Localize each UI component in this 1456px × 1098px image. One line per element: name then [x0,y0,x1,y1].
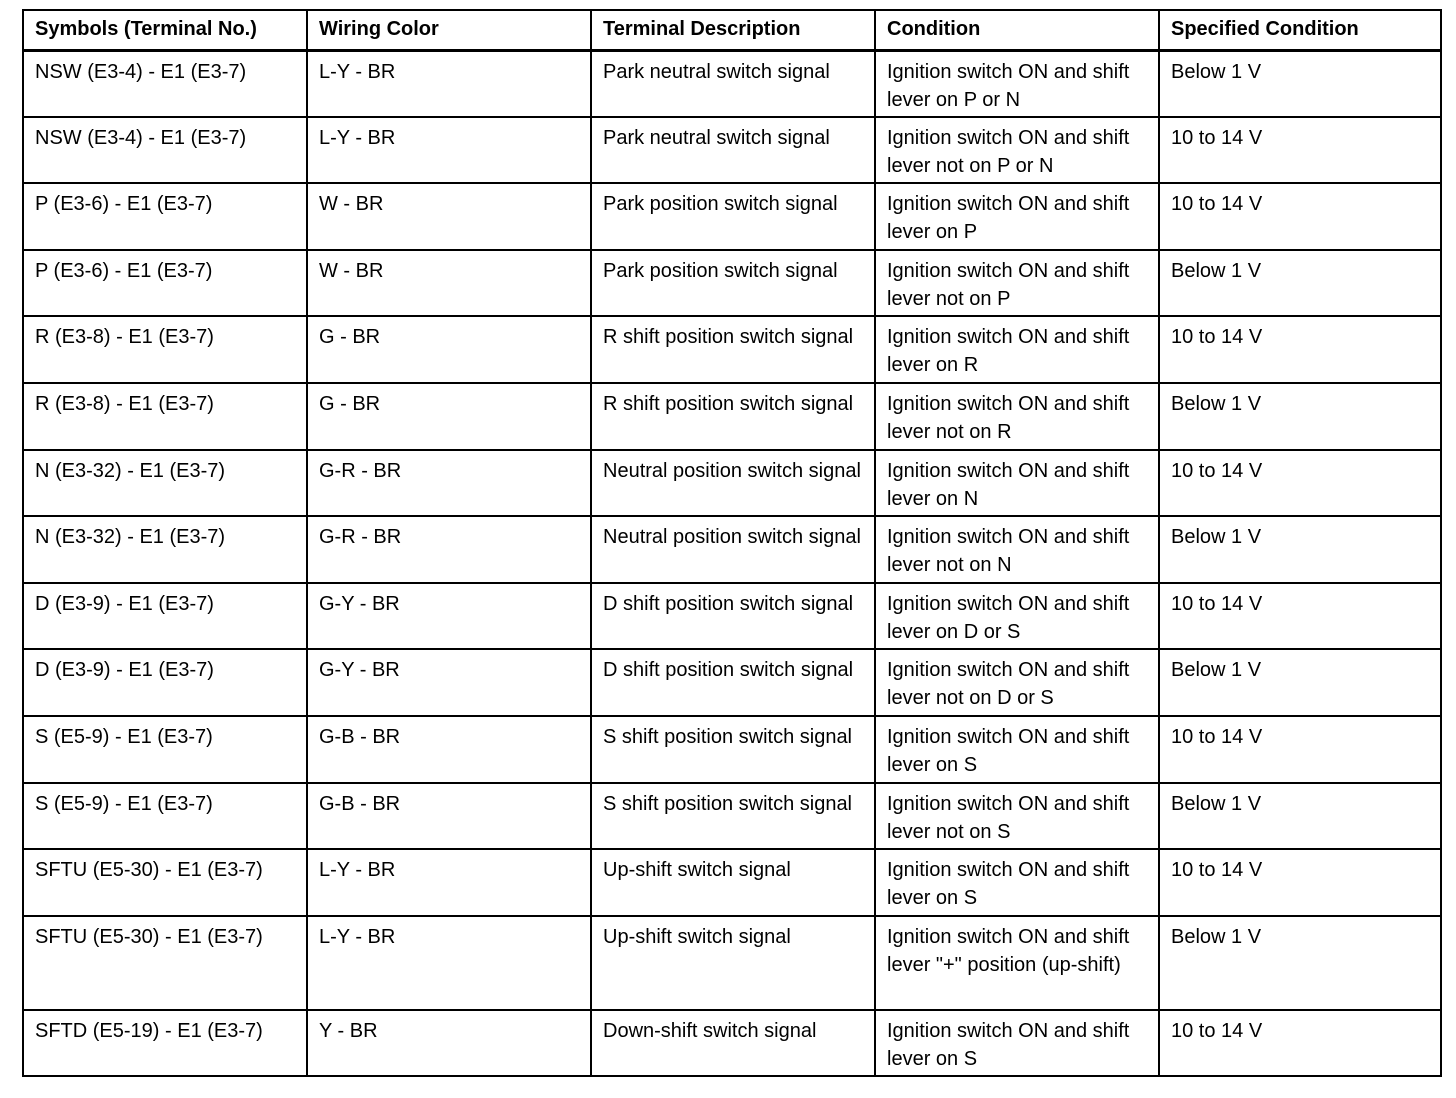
table-row [23,250,1441,317]
cell-specified-condition: 10 to 14 V [1159,583,1441,650]
cell-condition: Ignition switch ON and shift lever not on P or N [875,117,1159,184]
table-row [23,50,1441,117]
cell-terminal-description: Up-shift switch signal [591,849,875,916]
cell-condition: Ignition switch ON and shift lever not on D or S [875,649,1159,716]
cell-wiring-color: G - BR [307,383,591,450]
terminal-spec-sheet [22,9,1440,1077]
cell-condition: Ignition switch ON and shift lever "+" position (up-shift) [875,916,1159,1010]
cell-terminal-description: Neutral position switch signal [591,450,875,517]
cell-symbols: NSW (E3-4) - E1 (E3-7) [23,50,307,117]
cell-symbols: N (E3-32) - E1 (E3-7) [23,516,307,583]
cell-symbols: S (E5-9) - E1 (E3-7) [23,716,307,783]
table-row [23,450,1441,517]
header-condition: Condition [875,10,1159,50]
cell-specified-condition: 10 to 14 V [1159,316,1441,383]
cell-specified-condition: 10 to 14 V [1159,450,1441,517]
cell-symbols: P (E3-6) - E1 (E3-7) [23,250,307,317]
table-row [23,117,1441,184]
cell-terminal-description: Park position switch signal [591,250,875,317]
cell-specified-condition: Below 1 V [1159,516,1441,583]
table-row [23,183,1441,250]
cell-specified-condition: 10 to 14 V [1159,716,1441,783]
table-row [23,716,1441,783]
cell-terminal-description: S shift position switch signal [591,783,875,850]
cell-terminal-description: S shift position switch signal [591,716,875,783]
cell-wiring-color: G-B - BR [307,783,591,850]
cell-condition: Ignition switch ON and shift lever not on N [875,516,1159,583]
cell-condition: Ignition switch ON and shift lever on R [875,316,1159,383]
table-header-row [23,10,1441,50]
cell-wiring-color: W - BR [307,250,591,317]
cell-specified-condition: Below 1 V [1159,250,1441,317]
table-body [23,50,1441,1076]
table-row [23,916,1441,1010]
cell-condition: Ignition switch ON and shift lever on S [875,849,1159,916]
table-row [23,1010,1441,1077]
cell-terminal-description: Park neutral switch signal [591,50,875,117]
cell-terminal-description: R shift position switch signal [591,383,875,450]
header-terminal-description: Terminal Description [591,10,875,50]
cell-specified-condition: Below 1 V [1159,783,1441,850]
cell-terminal-description: Up-shift switch signal [591,916,875,1010]
cell-condition: Ignition switch ON and shift lever on P [875,183,1159,250]
cell-symbols: NSW (E3-4) - E1 (E3-7) [23,117,307,184]
cell-condition: Ignition switch ON and shift lever on N [875,450,1159,517]
cell-terminal-description: D shift position switch signal [591,649,875,716]
cell-condition: Ignition switch ON and shift lever on P or N [875,50,1159,117]
cell-wiring-color: W - BR [307,183,591,250]
cell-wiring-color: G-R - BR [307,450,591,517]
table-row [23,649,1441,716]
cell-wiring-color: L-Y - BR [307,50,591,117]
table-row [23,783,1441,850]
cell-specified-condition: Below 1 V [1159,649,1441,716]
table-row [23,316,1441,383]
cell-condition: Ignition switch ON and shift lever not on R [875,383,1159,450]
cell-wiring-color: G-Y - BR [307,649,591,716]
cell-wiring-color: G-Y - BR [307,583,591,650]
cell-wiring-color: Y - BR [307,1010,591,1077]
header-wiring-color: Wiring Color [307,10,591,50]
cell-symbols: R (E3-8) - E1 (E3-7) [23,316,307,383]
table-row [23,516,1441,583]
cell-symbols: R (E3-8) - E1 (E3-7) [23,383,307,450]
cell-symbols: D (E3-9) - E1 (E3-7) [23,583,307,650]
terminal-spec-table [22,9,1442,1077]
cell-wiring-color: G - BR [307,316,591,383]
cell-symbols: N (E3-32) - E1 (E3-7) [23,450,307,517]
cell-symbols: SFTU (E5-30) - E1 (E3-7) [23,849,307,916]
cell-condition: Ignition switch ON and shift lever on S [875,1010,1159,1077]
cell-specified-condition: 10 to 14 V [1159,117,1441,184]
cell-condition: Ignition switch ON and shift lever on S [875,716,1159,783]
cell-terminal-description: Park position switch signal [591,183,875,250]
cell-condition: Ignition switch ON and shift lever not on P [875,250,1159,317]
cell-wiring-color: L-Y - BR [307,916,591,1010]
cell-symbols: S (E5-9) - E1 (E3-7) [23,783,307,850]
cell-terminal-description: D shift position switch signal [591,583,875,650]
cell-condition: Ignition switch ON and shift lever on D or S [875,583,1159,650]
table-row [23,849,1441,916]
table-row [23,583,1441,650]
cell-specified-condition: Below 1 V [1159,383,1441,450]
cell-wiring-color: L-Y - BR [307,849,591,916]
cell-terminal-description: Down-shift switch signal [591,1010,875,1077]
header-specified-condition: Specified Condition [1159,10,1441,50]
cell-wiring-color: G-R - BR [307,516,591,583]
header-symbols: Symbols (Terminal No.) [23,10,307,50]
cell-specified-condition: 10 to 14 V [1159,849,1441,916]
cell-specified-condition: Below 1 V [1159,916,1441,1010]
table-row [23,383,1441,450]
cell-specified-condition: 10 to 14 V [1159,183,1441,250]
cell-symbols: SFTU (E5-30) - E1 (E3-7) [23,916,307,1010]
cell-terminal-description: Neutral position switch signal [591,516,875,583]
cell-specified-condition: Below 1 V [1159,50,1441,117]
cell-condition: Ignition switch ON and shift lever not on S [875,783,1159,850]
cell-wiring-color: G-B - BR [307,716,591,783]
cell-terminal-description: Park neutral switch signal [591,117,875,184]
cell-symbols: D (E3-9) - E1 (E3-7) [23,649,307,716]
cell-symbols: P (E3-6) - E1 (E3-7) [23,183,307,250]
cell-symbols: SFTD (E5-19) - E1 (E3-7) [23,1010,307,1077]
cell-specified-condition: 10 to 14 V [1159,1010,1441,1077]
cell-terminal-description: R shift position switch signal [591,316,875,383]
cell-wiring-color: L-Y - BR [307,117,591,184]
